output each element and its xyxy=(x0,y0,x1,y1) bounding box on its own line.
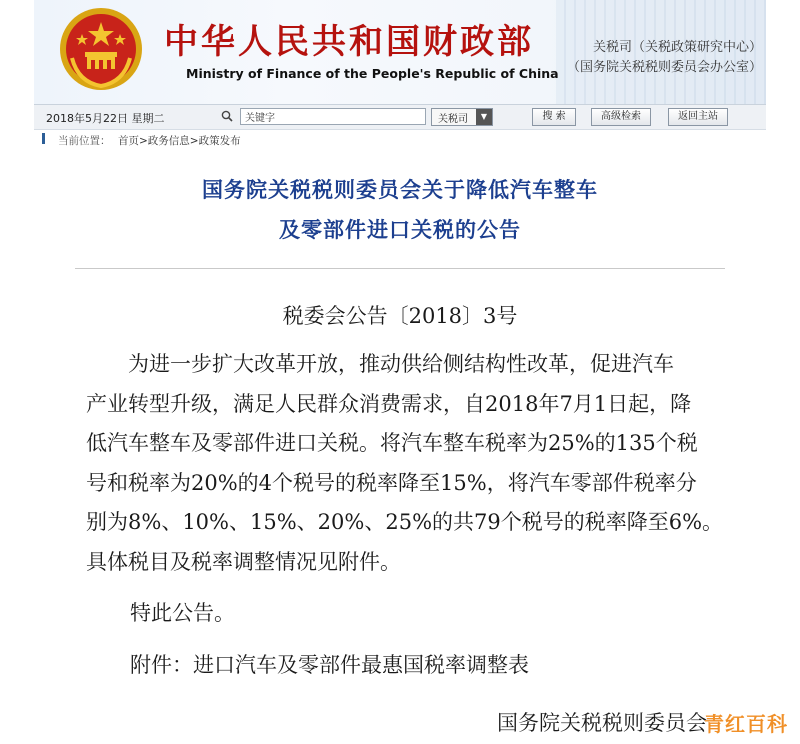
paragraph-line: 具体税目及税率调整情况见附件。 xyxy=(86,549,401,574)
announcement-paragraph xyxy=(86,345,726,582)
document-number: 税委会公告〔2018〕3号 xyxy=(282,304,518,328)
divider xyxy=(75,268,725,269)
watermark: 青红百科 xyxy=(704,712,788,736)
current-date: 2018年5月22日 星期二 xyxy=(46,112,165,125)
site-title: 中华人民共和国财政部 xyxy=(164,22,534,62)
paragraph-line: 号和税率为20%的4个税号的税率降至15%，将汽车零部件税率分 xyxy=(86,470,697,495)
advanced-search-button[interactable]: 高级检索 xyxy=(591,108,651,126)
article-title-line-2: 及零部件进口关税的公告 xyxy=(279,218,521,242)
breadcrumb-marker xyxy=(42,133,45,144)
department-name xyxy=(567,38,762,78)
department-line-2: （国务院关税税则委员会办公室） xyxy=(566,60,762,75)
breadcrumb xyxy=(34,129,766,149)
scope-select-value: 关税司 xyxy=(438,114,468,125)
department-line-1: 关税司（关税政策研究中心） xyxy=(592,40,762,55)
breadcrumb-path[interactable]: 首页>政务信息>政策发布 xyxy=(118,135,241,147)
home-site-button[interactable]: 返回主站 xyxy=(668,108,728,126)
site-title-english: Ministry of Finance of the People's Republic of China xyxy=(186,66,559,81)
article-title-line-1: 国务院关税税则委员会关于降低汽车整车 xyxy=(202,178,598,202)
paragraph-line: 低汽车整车及零部件进口关税。将汽车整车税率为25%的135个税 xyxy=(86,431,698,455)
site-header xyxy=(34,0,766,104)
national-emblem-icon xyxy=(58,6,144,92)
search-button[interactable]: 搜 索 xyxy=(532,108,576,126)
signer: 国务院关税税则委员会 xyxy=(497,711,707,735)
paragraph-line: 为进一步扩大改革开放，推动供给侧结构性改革，促进汽车 xyxy=(86,352,674,376)
toolbar xyxy=(34,104,766,130)
chevron-down-icon: ▼ xyxy=(476,109,492,125)
closing-line: 特此公告。 xyxy=(130,601,235,625)
breadcrumb-label: 当前位置： xyxy=(58,135,111,147)
search-icon xyxy=(221,110,233,122)
attachment-line[interactable]: 附件：进口汽车及零部件最惠国税率调整表 xyxy=(130,653,529,677)
scope-select[interactable] xyxy=(431,108,493,126)
paragraph-line: 别为8%、10%、15%、20%、25%的共79个税号的税率降至6%。 xyxy=(86,510,724,534)
search-input[interactable] xyxy=(240,108,426,125)
paragraph-line: 产业转型升级，满足人民群众消费需求，自2018年7月1日起，降 xyxy=(86,391,692,416)
